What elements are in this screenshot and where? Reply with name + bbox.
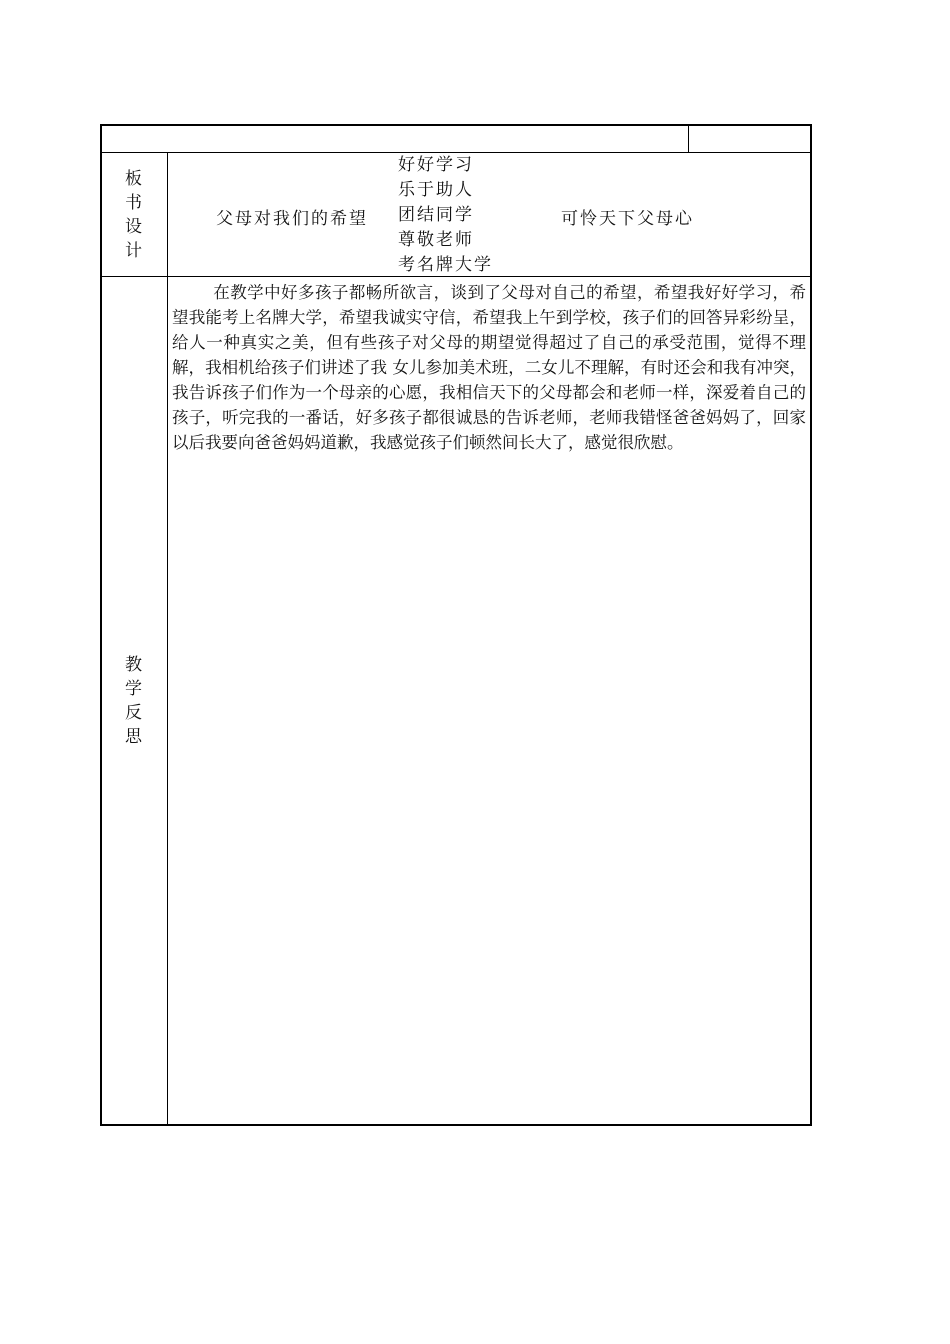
reflection-text: 在教学中好多孩子都畅所欲言，谈到了父母对自己的希望，希望我好好学习，希望我能考上名牌大学，希望我诚实守信，希望我上午到学校，孩子们的回答异彩纷呈，给人一种真实之美，但有些孩子对父母的期望觉得超过了自己的承受范围，觉得不理解，我相机给孩子们讲述了我 女儿参加美术班，二女儿不理解，有时还会和我有冲突，我告诉孩子们作为一个母亲的心愿，我相信天下的父母都会和老师一样，深爱着自己的孩子，听完我的一番话，好多孩子都很诚恳的告诉老师，老师我错怪爸爸妈妈了，回家以后我要向爸爸妈妈道歉，我感觉孩子们顿然间长大了，感觉很欣慰。 xyxy=(172,283,806,452)
reflection-label-cell xyxy=(102,277,168,1124)
board-design-label-cell xyxy=(102,153,168,276)
list-item: 团结同学 xyxy=(398,205,474,225)
header-divider xyxy=(688,126,689,152)
table-header-row xyxy=(102,126,810,153)
list-item: 考名牌大学 xyxy=(398,255,493,275)
board-right-text: 可怜天下父母心 xyxy=(561,209,694,229)
reflection-row xyxy=(102,277,810,1124)
lesson-table xyxy=(100,124,812,1126)
board-design-content-cell xyxy=(168,153,810,276)
reflection-content-cell xyxy=(168,277,810,1124)
reflection-label: 教学反思 xyxy=(125,654,144,747)
board-left-text: 父母对我们的希望 xyxy=(216,209,368,229)
list-item: 乐于助人 xyxy=(398,180,474,200)
list-item: 好好学习 xyxy=(398,155,474,175)
board-list xyxy=(398,153,493,278)
board-design-row xyxy=(102,153,810,277)
board-design-label: 板书设计 xyxy=(125,168,144,261)
list-item: 尊敬老师 xyxy=(398,230,474,250)
